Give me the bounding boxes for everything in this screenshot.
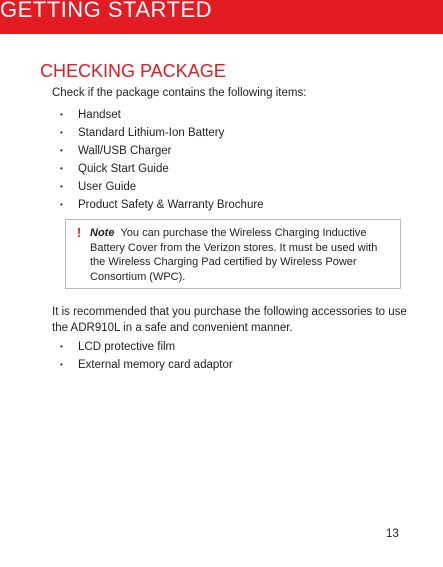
accessories-list <box>60 338 233 374</box>
list-item: • Product Safety & Warranty Brochure <box>60 196 264 214</box>
list-item: • External memory card adaptor <box>60 356 233 374</box>
note-text <box>90 226 390 284</box>
page-number: 13 <box>386 528 399 540</box>
note-label: Note <box>90 227 115 239</box>
exclamation-icon: ! <box>76 225 82 240</box>
header-banner <box>0 0 443 34</box>
note-body: You can purchase the Wireless Charging Inductive Battery Cover from the Verizon stores. It must be used with the Wireless Charging Pad certified by Wireless Power Consortium (WPC). <box>90 227 378 283</box>
list-item: • User Guide <box>60 178 264 196</box>
page-header-title: GETTING STARTED <box>0 0 213 22</box>
list-item: • Handset <box>60 106 264 124</box>
list-item: • Quick Start Guide <box>60 160 264 178</box>
list-item: • Standard Lithium-Ion Battery <box>60 124 264 142</box>
list-item: • Wall/USB Charger <box>60 142 264 160</box>
accessories-paragraph: It is recommended that you purchase the following accessories to use the ADR910L in a safe and convenient manner. <box>52 306 407 334</box>
list-item: • LCD protective film <box>60 338 233 356</box>
package-items-list <box>60 106 264 214</box>
intro-text: Check if the package contains the following items: <box>52 87 307 99</box>
note-box <box>65 219 401 289</box>
section-title: CHECKING PACKAGE <box>40 61 226 81</box>
